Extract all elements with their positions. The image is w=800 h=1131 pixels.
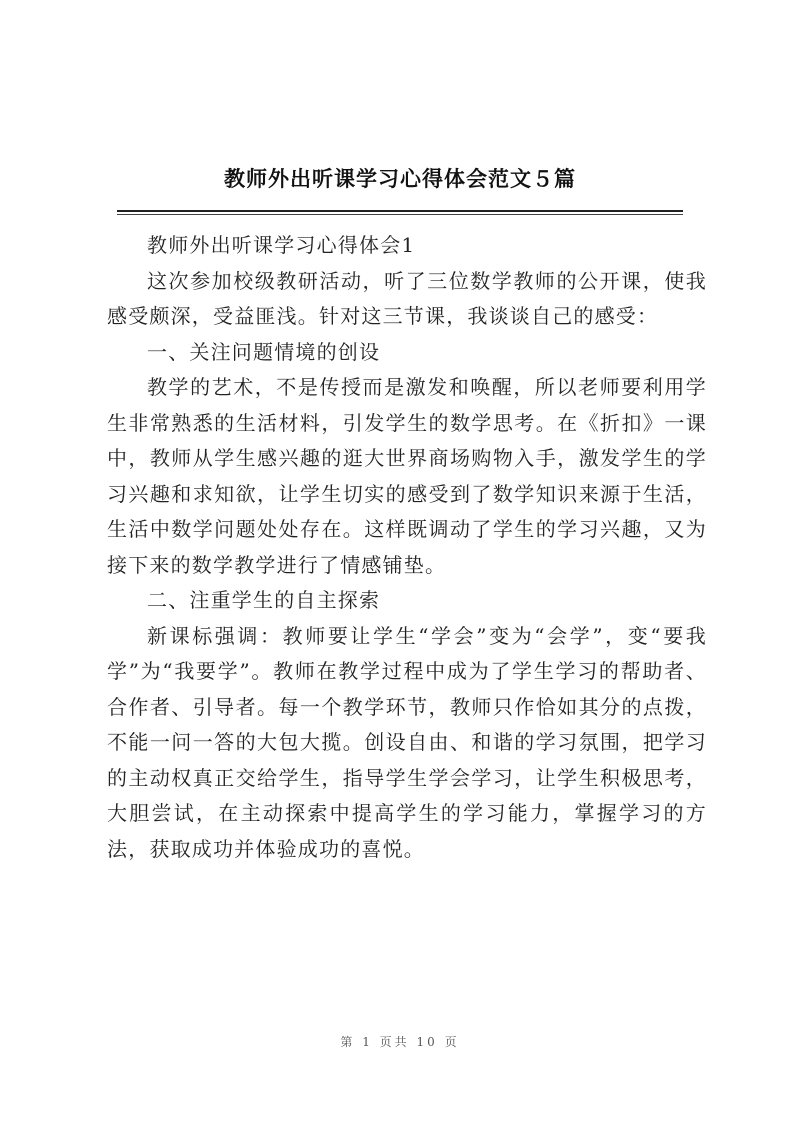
paragraph-heading-1: 教师外出听课学习心得体会1 — [147, 233, 416, 257]
page-footer: 第 1 页共 10 页 — [340, 1035, 460, 1049]
document-title: 教师外出听课学习心得体会范文５篇 — [224, 166, 576, 191]
section-heading: 一、关注问题情境的创设 — [147, 339, 381, 364]
paragraph: 这次参加校级教研活动，听了三位数学教师的公开课，使我感受颇深，受益匪浅。针对这三节课，我谈谈自己的感受： — [107, 268, 707, 328]
title-rule-thin — [117, 214, 683, 215]
section-heading: 二、注重学生的自主探索 — [147, 588, 381, 612]
document-body — [107, 228, 707, 867]
paragraph: 新课标强调：教师要让学生“学会”变为“会学”，变“要我学”为“我要学”。教师在教学过程中成为了学生学习的帮助者、合作者、引导者。每一个教学环节，教师只作恰如其分的点拨，不能一问一答的大包大揽。创设自由、和谐的学习氛围，把学习的主动权真正交给学生，指导学生学会学习，让学生积极思考，大胆尝试，在主动探索中提高学生的学习能力，掌握学习的方法，获取成功并体验成功的喜悦。 — [107, 623, 707, 861]
title-rule — [117, 210, 683, 212]
paragraph: 教学的艺术，不是传授而是激发和唤醒，所以老师要利用学生非常熟悉的生活材料，引发学生的数学思考。在《折扣》一课中，教师从学生感兴趣的逛大世界商场购物入手，激发学生的学习兴趣和求知欲，让学生切实的感受到了数学知识来源于生活，生活中数学问题处处存在。这样既调动了学生的学习兴趣，又为接下来的数学教学进行了情感铺垫。 — [107, 375, 707, 577]
